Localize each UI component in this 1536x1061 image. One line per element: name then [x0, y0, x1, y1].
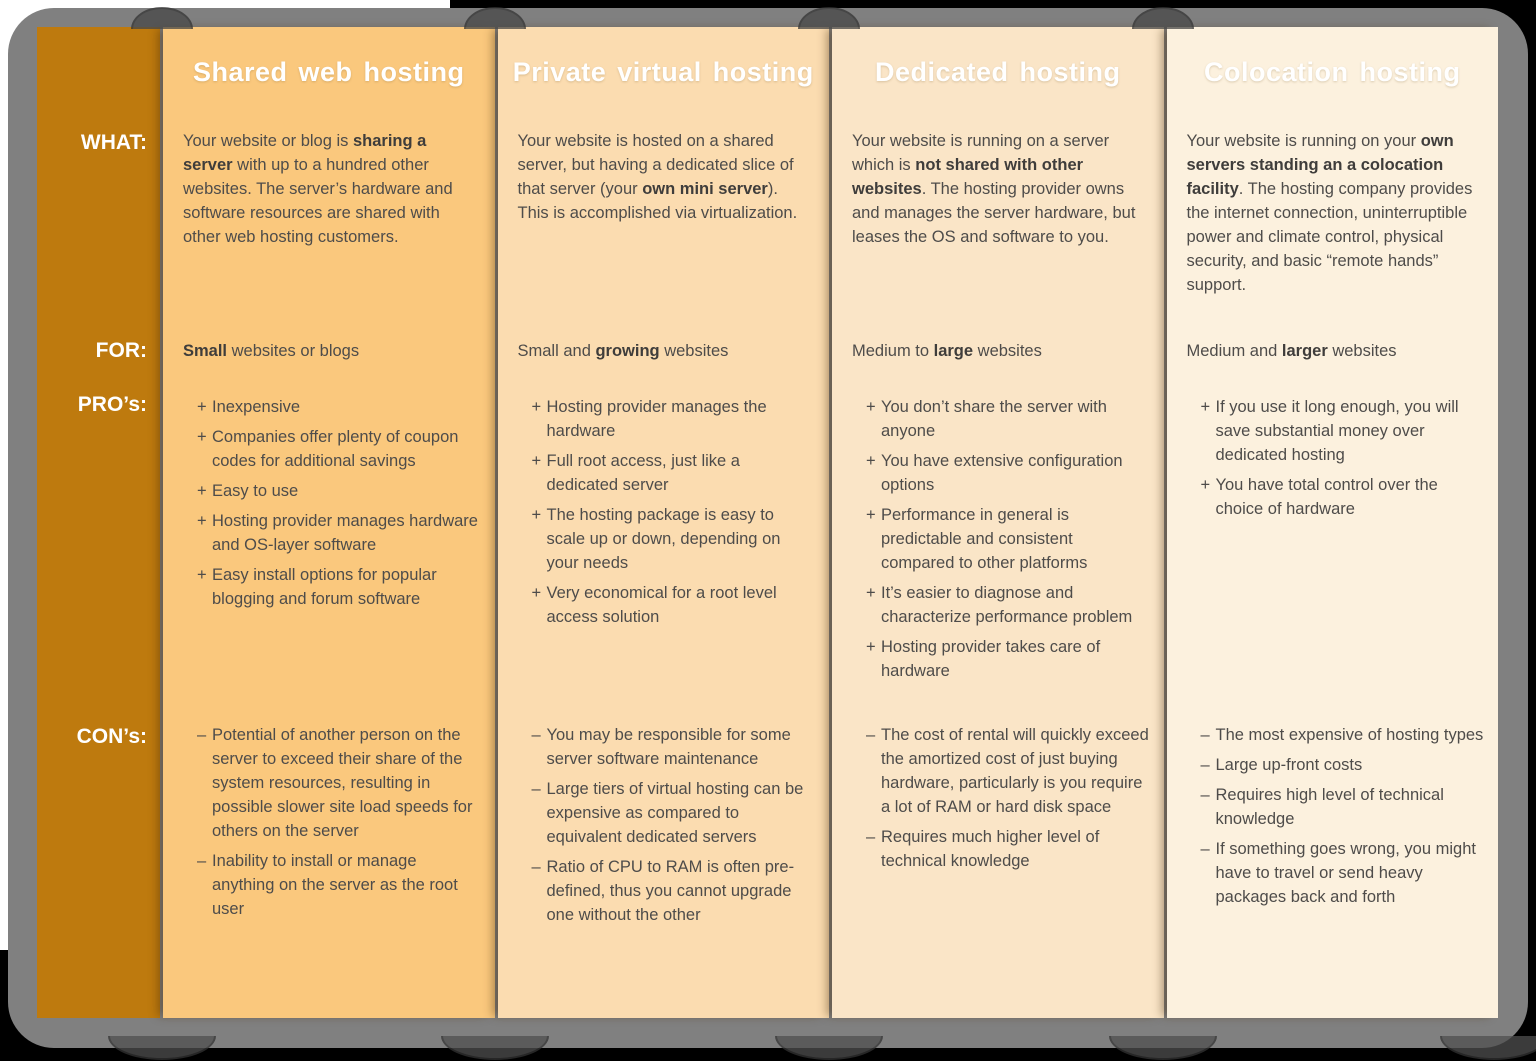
pros-list	[498, 395, 830, 635]
list-item-text: Hosting provider manages the hardware	[546, 398, 767, 440]
column-title: Shared web hosting	[192, 57, 465, 87]
list-item-text: Companies offer plenty of coupon codes for additional savings	[212, 428, 459, 470]
list-marker: +	[197, 398, 207, 416]
list-item	[866, 503, 1150, 575]
list-item	[197, 509, 481, 557]
for-text: Small and growing websites	[517, 342, 729, 360]
list-marker: +	[197, 566, 207, 584]
list-item-text: Full root access, just like a dedicated server	[546, 452, 740, 494]
list-marker: +	[866, 506, 876, 524]
for-text: Medium to large websites	[852, 342, 1042, 360]
comparison-table	[37, 27, 1498, 1018]
list-item-text: Easy install options for popular blogging and forum software	[212, 566, 437, 608]
list-item-text: The most expensive of hosting types	[1215, 726, 1484, 744]
list-item	[866, 581, 1150, 629]
column-shared-web-hosting	[163, 27, 495, 1018]
row-labels-sidebar	[37, 27, 160, 1018]
list-item-text: Large up-front costs	[1215, 756, 1363, 774]
list-item	[197, 479, 481, 503]
list-item-text: Hosting provider takes care of hardware	[881, 638, 1101, 680]
list-marker: +	[1200, 398, 1211, 416]
list-marker: +	[1200, 476, 1211, 494]
pros-list	[832, 395, 1164, 689]
list-item-text: If something goes wrong, you might have to travel or send heavy packages back and forth	[1215, 840, 1476, 906]
for-text: Medium and larger websites	[1186, 342, 1397, 360]
list-marker: –	[866, 726, 876, 744]
list-item	[866, 449, 1150, 497]
list-item-text: Very economical for a root level access solution	[546, 584, 777, 626]
column-title: Private virtual hosting	[512, 57, 814, 87]
list-item	[197, 849, 481, 921]
list-item	[866, 723, 1150, 819]
list-item-text: The hosting package is easy to scale up or down, depending on your needs	[546, 506, 781, 572]
list-item-text: You have extensive configuration options	[881, 452, 1123, 494]
list-item-text: Ratio of CPU to RAM is often pre-defined, thus you cannot upgrade one without the other	[546, 858, 795, 924]
list-item	[532, 395, 816, 443]
list-item-text: The cost of rental will quickly exceed the amortized cost of just buying hardware, particularly is you require a lot of RAM or hard disk space	[881, 726, 1149, 816]
list-marker: +	[531, 584, 542, 602]
list-item-text: Performance in general is predictable and consistent compared to other platforms	[881, 506, 1088, 572]
list-marker: –	[1200, 840, 1210, 858]
list-item	[1201, 723, 1485, 747]
list-marker: –	[866, 828, 876, 846]
list-item	[532, 449, 816, 497]
list-marker: +	[531, 506, 542, 524]
row-label-for: FOR:	[95, 339, 147, 362]
list-item-text: If you use it long enough, you will save substantial money over dedicated hosting	[1215, 398, 1459, 464]
list-marker: +	[197, 482, 207, 500]
pros-list	[163, 395, 495, 617]
list-item-text: Large tiers of virtual hosting can be expensive as compared to equivalent dedicated servers	[546, 780, 804, 846]
list-marker: +	[866, 584, 876, 602]
list-marker: +	[531, 398, 542, 416]
list-item	[866, 395, 1150, 443]
list-item-text: Requires high level of technical knowledge	[1215, 786, 1444, 828]
list-item-text: You have total control over the choice of hardware	[1215, 476, 1438, 518]
column-private-virtual-hosting	[498, 27, 830, 1018]
list-marker: –	[197, 852, 207, 870]
list-item	[197, 425, 481, 473]
list-marker: +	[197, 428, 207, 446]
list-item-text: Potential of another person on the server to exceed their share of the system resources, resulting in possible slower site load speeds for others on the server	[212, 726, 473, 840]
page-curl-shadow	[441, 1036, 549, 1060]
list-item	[1201, 395, 1485, 467]
list-marker: +	[531, 452, 542, 470]
list-item	[866, 635, 1150, 683]
column-title: Dedicated hosting	[874, 57, 1121, 87]
page-curl-shadow	[108, 1036, 216, 1060]
list-item	[866, 825, 1150, 873]
list-item	[532, 503, 816, 575]
list-item	[1201, 753, 1485, 777]
list-item-text: Hosting provider manages hardware and OS-layer software	[212, 512, 478, 554]
what-text: Your website or blog is sharing a server with up to a hundred other websites. The server’s hardware and software resources are shared with other web hosting customers.	[183, 132, 453, 246]
column-dedicated-hosting	[832, 27, 1164, 1018]
cons-list	[1167, 723, 1499, 915]
cons-list	[832, 723, 1164, 879]
what-text: Your website is hosted on a shared server, but having a dedicated slice of that server (your own mini server). This is accomplished via virtualization.	[517, 132, 798, 222]
page-curl-shadow	[1440, 1036, 1536, 1060]
cons-list	[498, 723, 830, 933]
list-item	[197, 395, 481, 419]
page-curl-shadow	[775, 1036, 883, 1060]
list-item	[197, 563, 481, 611]
list-item-text: Requires much higher level of technical knowledge	[881, 828, 1100, 870]
list-item-text: You don’t share the server with anyone	[881, 398, 1107, 440]
list-marker: –	[1200, 726, 1210, 744]
list-item	[532, 723, 816, 771]
list-item	[532, 581, 816, 629]
list-marker: +	[197, 512, 207, 530]
list-marker: +	[866, 398, 876, 416]
list-marker: +	[866, 452, 876, 470]
list-item	[1201, 783, 1485, 831]
row-label-pros: PRO’s:	[77, 393, 147, 416]
list-item-text: Inability to install or manage anything on the server as the root user	[212, 852, 458, 918]
list-marker: –	[1200, 756, 1210, 774]
list-marker: +	[866, 638, 876, 656]
list-marker: –	[1200, 786, 1210, 804]
list-item-text: Easy to use	[212, 482, 299, 500]
for-text: Small websites or blogs	[183, 342, 360, 360]
column-colocation-hosting	[1167, 27, 1499, 1018]
list-item	[532, 777, 816, 849]
row-label-cons: CON’s:	[76, 725, 147, 748]
page-curl-shadow	[1109, 1036, 1217, 1060]
row-label-what: WHAT:	[80, 131, 147, 154]
cons-list	[163, 723, 495, 927]
list-item-text: It’s easier to diagnose and characterize performance problem	[881, 584, 1133, 626]
column-title: Colocation hosting	[1204, 57, 1461, 87]
list-marker: –	[531, 858, 541, 876]
list-item	[197, 723, 481, 843]
what-text: Your website is running on your own servers standing an a colocation facility. The hosting company provides the internet connection, uninterruptible power and climate control, physical security, and basic “remote hands” support.	[1186, 132, 1473, 294]
list-item-text: You may be responsible for some server software maintenance	[546, 726, 791, 768]
pros-list	[1167, 395, 1499, 527]
list-item	[532, 855, 816, 927]
list-item-text: Inexpensive	[212, 398, 301, 416]
list-marker: –	[531, 726, 541, 744]
what-text: Your website is running on a server which is not shared with other websites. The hosting provider owns and manages the server hardware, but leases the OS and software to you.	[852, 132, 1136, 246]
list-item	[1201, 837, 1485, 909]
list-marker: –	[531, 780, 541, 798]
list-item	[1201, 473, 1485, 521]
list-marker: –	[197, 726, 207, 744]
